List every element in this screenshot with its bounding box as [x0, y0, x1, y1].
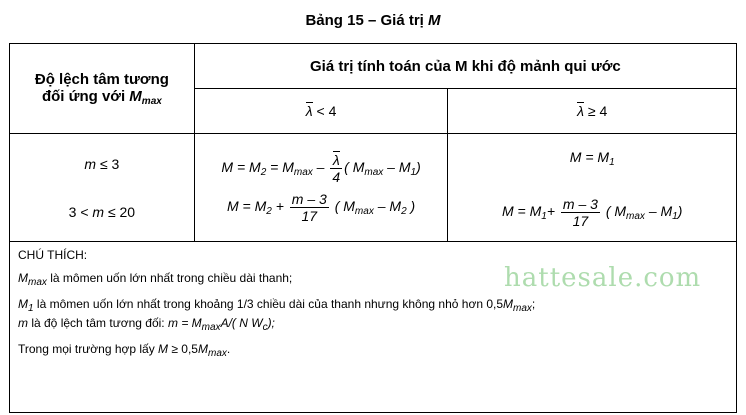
header-col1-line2: đối ứng với $M_{max}$: [41, 87, 162, 107]
formula-3: $M = M_1$: [569, 149, 615, 168]
note-condition: Trong mọi trường hợp lấy $M \ge 0,5M_{max}$.: [18, 342, 231, 359]
note-m1: $M_1$ là mômen uốn lớn nhất trong khoảng 1/3 chiều dài của thanh nhưng không nhỏ hơn $0,5M_{max}$;: [18, 297, 536, 314]
formulas-lambda-ge: [448, 134, 737, 242]
watermark: hattesale.com: [504, 263, 702, 293]
cond-m-3-20: 3 < m ≤ 20: [68, 203, 136, 220]
title-text: Bảng 15 – Giá trị: [305, 12, 429, 29]
note-mmax: $M_{max}$ là mômen uốn lớn nhất trong chiều dài thanh;: [18, 271, 293, 288]
cond-m-le-3: m ≤ 3: [84, 155, 120, 172]
header-col1-line1: Độ lệch tâm tương: [34, 70, 169, 88]
note-m: m là độ lệch tâm tương đối: $m = M_{max}A/$( N $W_c$);: [18, 316, 275, 333]
table-title: [0, 12, 746, 29]
title-symbol: M: [428, 12, 441, 29]
formulas-lambda-lt: [194, 134, 448, 242]
header-lambda-lt: λ < 4: [194, 89, 448, 134]
header-calc-value: Giá trị tính toán của M khi độ mảnh qui ước: [194, 44, 736, 89]
formula-2: $M = M_2$ + $\frac{m - 3}{17}$ ( $M_{max} - M_2$ ): [226, 190, 416, 224]
header-eccentricity: [10, 44, 195, 134]
value-table: [9, 43, 737, 413]
formula-1: $M = M_2 = M_{max}$ – $\frac{\lambda}{4}$ ( $M_{max} - M_1$): [221, 151, 421, 185]
formula-4: $M = M_1+$ $\frac{m - 3}{17}$ ( $M_{max} - M_1$): [501, 196, 683, 229]
notes-heading: CHÚ THÍCH:: [18, 248, 88, 262]
header-lambda-ge: λ ≥ 4: [448, 89, 737, 134]
row-conditions: [10, 134, 195, 242]
